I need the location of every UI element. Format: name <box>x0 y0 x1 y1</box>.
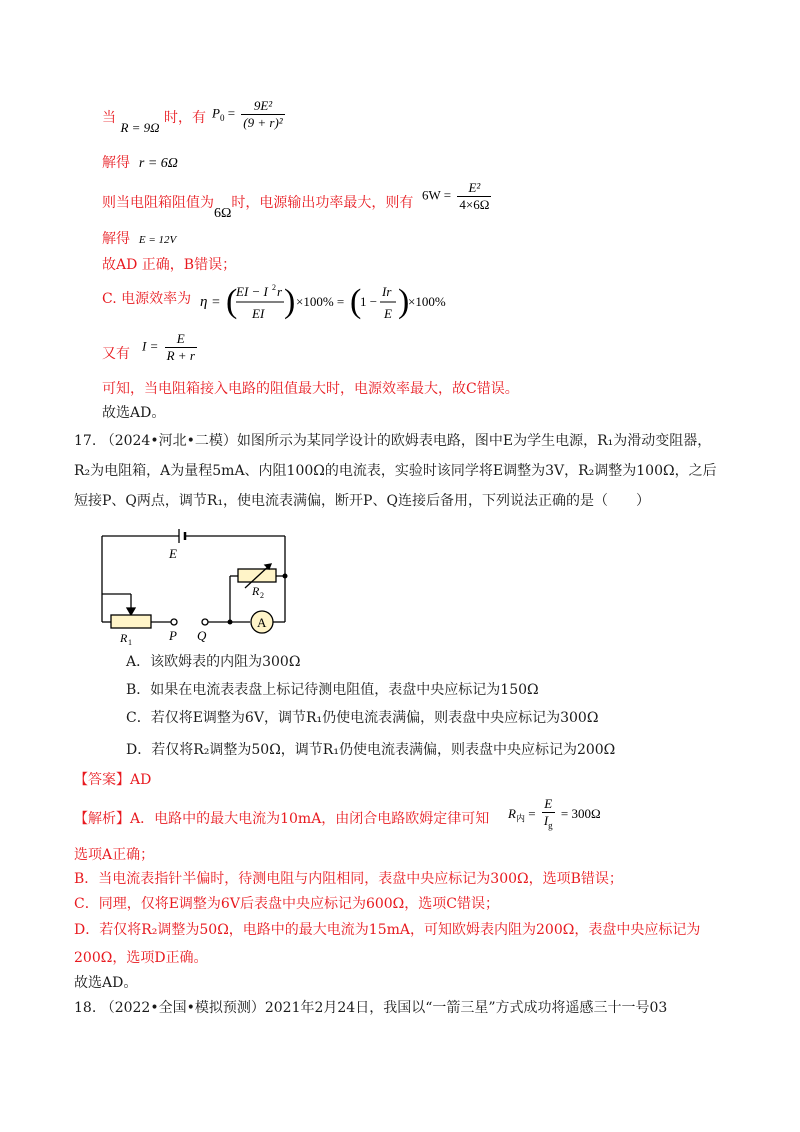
label-ammeter: A <box>257 615 267 630</box>
svg-text:E: E <box>384 306 392 321</box>
math-cond: R = 9Ω <box>120 120 160 135</box>
frac-num: 9E² <box>241 98 284 115</box>
sol16-line8: 可知，当电阻箱接入电路的阻值最大时，电源效率最大，故C错误。 <box>102 381 519 397</box>
option-c: C．若仅将E调整为6V，调节R₁仍使电流表满偏，则表盘中央应标记为300Ω <box>126 710 599 726</box>
text-also: 又有 <box>102 346 130 362</box>
analysis-a2: 选项A正确； <box>74 847 155 863</box>
fraction <box>241 98 284 131</box>
math-eq: = <box>227 105 236 121</box>
math-rhs: = 300Ω <box>560 805 601 821</box>
math-p0-formula <box>212 98 288 131</box>
frac-den: (9 + r)² <box>243 115 283 130</box>
label-p: P <box>169 628 177 643</box>
svg-text:(: ( <box>226 283 238 320</box>
math-6w-formula <box>422 180 494 213</box>
svg-text:EI − I: EI − I <box>236 284 268 299</box>
svg-text:×100% =: ×100% = <box>296 294 345 309</box>
sol16-line7 <box>102 344 130 364</box>
answer-17: 【答案】AD <box>74 772 152 788</box>
text-solve: 解得 <box>102 155 130 171</box>
text-have: 时，有 <box>164 110 207 126</box>
analysis-tag: 【解析】 <box>74 811 130 827</box>
analysis-c: C．同理，仅将E调整为6V后表盘中央应标记为600Ω，选项C错误； <box>74 896 499 912</box>
math-r9 <box>120 120 159 135</box>
analysis-a-line <box>74 809 489 829</box>
label-r1-sub: 1 <box>128 638 132 647</box>
math-e12: E = 12V <box>138 234 177 246</box>
analysis-b: B．当电流表指针半偏时，待测电阻与内阻相同，表盘中央应标记为300Ω，选项B错误； <box>74 871 623 887</box>
math-internal-resistance: $R_内$ = $\frac{E}{I_g}$ = 300Ω <box>508 796 601 834</box>
svg-text:1 −: 1 − <box>360 294 378 309</box>
math-r6: r = 6Ω <box>138 156 178 171</box>
sol16-line3 <box>102 193 414 221</box>
efficiency-formula-svg <box>200 282 446 326</box>
ohmmeter-circuit-diagram <box>95 528 295 648</box>
label-r2-sub: 2 <box>260 591 264 600</box>
sol16-line6 <box>102 289 196 309</box>
frac-den: 4×6Ω <box>459 197 490 212</box>
label-r1: R <box>120 631 128 645</box>
text-max-power: 时，电源输出功率最大，则有 <box>231 195 414 211</box>
svg-text:×100%: ×100% <box>408 294 446 309</box>
label-r2: R <box>252 584 260 598</box>
analysis-a-text: A．电路中的最大电流为10mA，由闭合电路欧姆定律可知 <box>130 811 490 827</box>
svg-text:(: ( <box>350 283 362 320</box>
text-when: 当 <box>102 110 116 126</box>
svg-text:Ir: Ir <box>382 284 392 299</box>
option-d: D．若仅将R₂调整为50Ω，调节R₁仍使电流表满偏，则表盘中央应标记为200Ω <box>126 742 616 758</box>
svg-text:r: r <box>277 284 283 299</box>
svg-text:2: 2 <box>272 283 276 292</box>
label-e: E <box>169 546 177 561</box>
text-when-resistor: 则当电阻箱阻值为 <box>102 195 214 211</box>
text-efficiency: C. 电源效率为 <box>102 291 192 307</box>
sol16-line1 <box>102 108 207 135</box>
math-p-sub: 0 <box>219 113 225 124</box>
option-b: B．如果在电流表表盘上标记待测电阻值，表盘中央应标记为150Ω <box>126 682 539 698</box>
math-efficiency <box>200 282 446 330</box>
sol16-line4 <box>102 229 176 250</box>
question-17-text: 17. （2024•河北•二模）如图所示为某同学设计的欧姆表电路，图中E为学生电源，R₁为滑动变阻器，R₂为电阻箱，A为量程5mA、内阻100Ω的电流表，实验时该同学将E调整为3V，R₂调整为100Ω，之后短接P、Q两点，调节R₁，使电流表满偏，断开P、Q连接后备用，下列说法正确的是（ ） <box>74 433 717 509</box>
svg-text:): ) <box>398 283 410 320</box>
question-18-text: 18. （2022•全国•模拟预测）2021年2月24日，我国以“一箭三星”方式成功将遥感三十一号03 <box>74 1000 668 1016</box>
svg-text:η: η <box>200 294 208 310</box>
frac-num: E <box>542 796 555 813</box>
frac-den-sub: g <box>548 820 553 831</box>
sol16-line9: 故选AD。 <box>102 405 166 421</box>
option-a: A．该欧姆表的内阻为300Ω <box>126 654 301 670</box>
math-current <box>142 331 200 364</box>
frac-num: E² <box>457 180 491 197</box>
math-6ohm: 6Ω <box>214 206 232 221</box>
frac-den: R + r <box>166 348 195 363</box>
svg-text:=: = <box>212 295 220 310</box>
analysis-d2: 200Ω，选项D正确。 <box>74 950 208 966</box>
math-r: R <box>508 805 516 821</box>
sol16-line2 <box>102 153 178 174</box>
frac-num: E <box>165 331 197 348</box>
label-q: Q <box>197 628 207 643</box>
svg-text:): ) <box>284 283 296 320</box>
analysis-d1: D．若仅将R₂调整为50Ω，电路中的最大电流为15mA，可知欧姆表内阻为200Ω，表盘中央应标记为 <box>74 922 701 938</box>
math-lhs: I = <box>142 338 159 354</box>
math-p: P <box>212 105 220 121</box>
fraction <box>165 331 197 364</box>
math-r-sub: 内 <box>515 813 525 824</box>
fraction <box>457 180 491 213</box>
text-solve: 解得 <box>102 231 130 247</box>
svg-text:EI: EI <box>252 306 265 321</box>
math-lhs: 6W = <box>422 187 452 203</box>
final-answer-17: 故选AD。 <box>74 975 138 991</box>
frac-den: I <box>543 813 549 828</box>
fraction <box>542 796 555 834</box>
sol16-line5: 故AD 正确，B错误； <box>102 257 237 273</box>
